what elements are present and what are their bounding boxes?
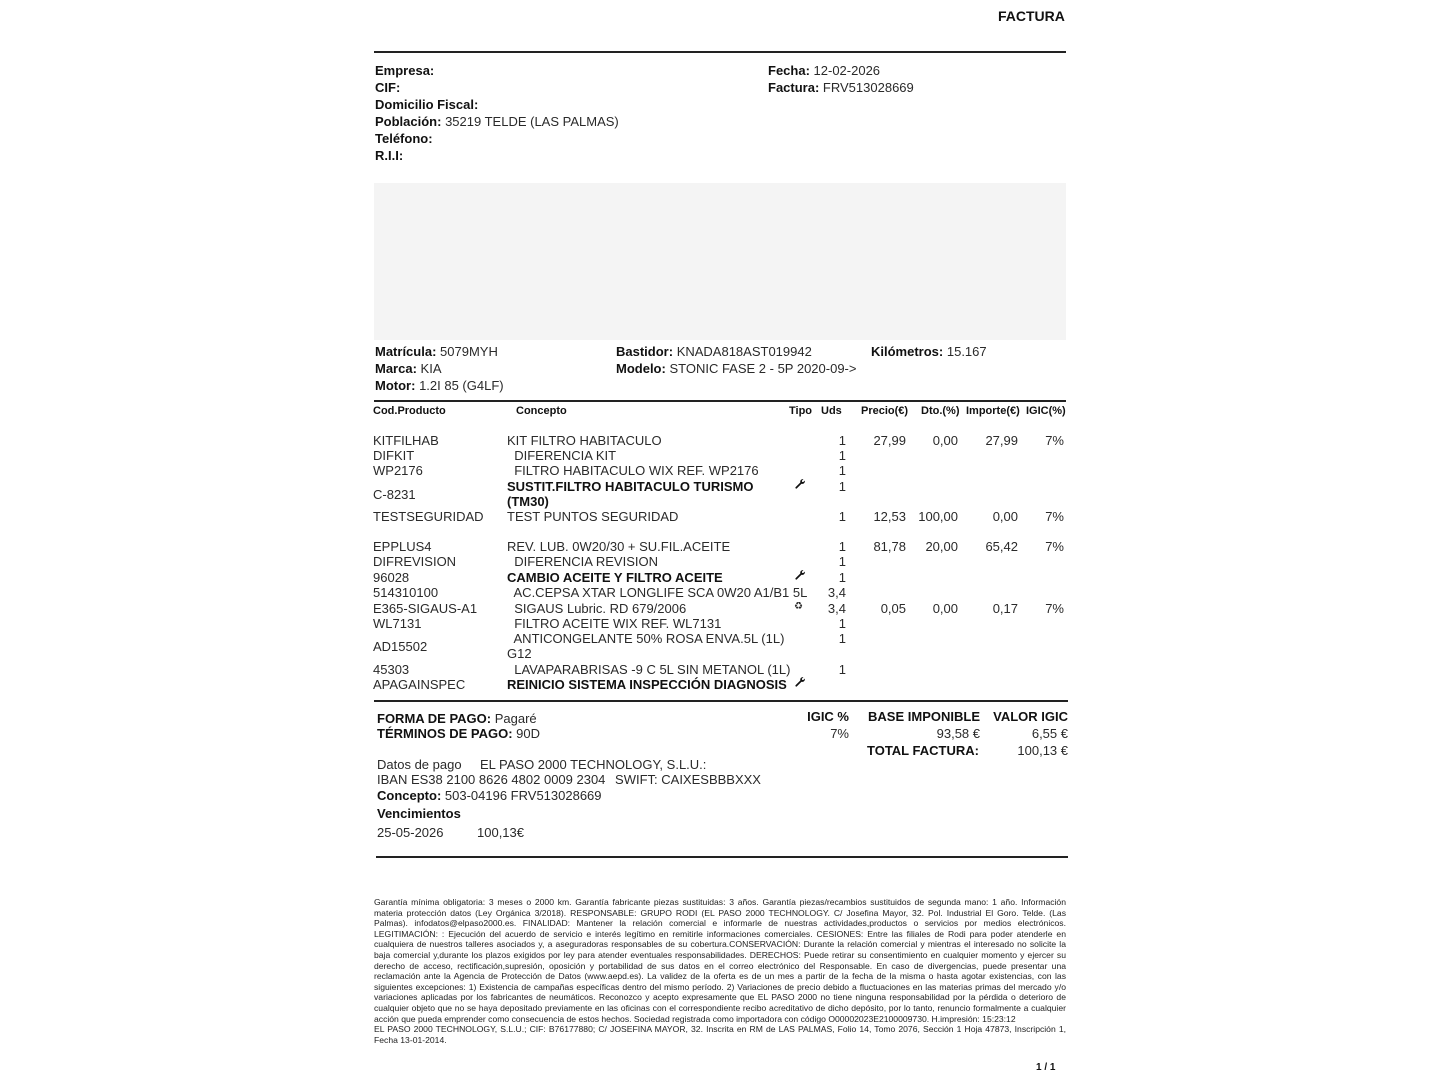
cell-uds: 1 [838,479,846,494]
page-number: 1 / 1 [1036,1062,1056,1073]
vencimiento-amount: 100,13€ [477,825,524,840]
cell-concepto: TEST PUNTOS SEGURIDAD [507,509,679,524]
modelo-label: Modelo: [616,361,666,376]
terminos-pago-label: TÉRMINOS DE PAGO: [377,726,513,741]
datos-pago-label: Datos de pago [377,757,462,772]
cell-cod: 96028 [373,570,410,585]
header-igic: IGIC(%) [1026,405,1066,417]
cell-importe: 0,17 [992,601,1018,616]
cell-uds: 1 [838,554,846,569]
forma-pago-value: Pagaré [494,711,537,726]
cell-uds: 3,4 [827,585,846,600]
matricula-label: Matrícula: [375,344,437,359]
redacted-area [374,183,1066,340]
datos-pago-value: EL PASO 2000 TECHNOLOGY, S.L.U.: [480,757,707,772]
header-divider [374,51,1066,53]
cell-uds: 1 [838,448,846,463]
cell-concepto: REV. LUB. 0W20/30 + SU.FIL.ACEITE [507,539,731,554]
cell-concepto: FILTRO ACEITE WIX REF. WL7131 [507,616,722,631]
wrench-icon [794,478,806,493]
table-row [0,433,1440,448]
cell-cod: DIFKIT [373,448,415,463]
cell-uds: 1 [838,662,846,677]
cell-precio: 12,53 [873,509,906,524]
header-importe: Importe(€) [966,405,1020,417]
cell-dto: 0,00 [932,433,958,448]
cell-cod: 45303 [373,662,410,677]
poblacion-label: Población: [375,114,442,129]
table-bottom-divider [374,700,1068,702]
vencimiento-date: 25-05-2026 [377,825,444,840]
valor-igic-value: 6,55 € [1031,726,1068,741]
concepto-pago-row [377,788,602,804]
poblacion-value: 35219 TELDE (LAS PALMAS) [445,114,619,129]
header-concepto: Concepto [516,405,567,417]
table-row [0,479,1440,509]
km-value: 15.167 [946,344,987,359]
cell-concepto: SIGAUS Lubric. RD 679/2006 [507,601,687,616]
table-top-divider [374,400,1066,402]
cell-cod: EPPLUS4 [373,539,432,554]
cell-cod: KITFILHAB [373,433,439,448]
cell-concepto-continued: (TM30) [507,494,549,509]
cell-cod: AD15502 [373,639,428,654]
fecha-label: Fecha: [768,63,810,78]
bastidor-value: KNADA818AST019942 [676,344,812,359]
table-row [0,570,1440,585]
cell-cod: WL7131 [373,616,422,631]
cell-uds: 1 [838,463,846,478]
cell-importe: 0,00 [992,509,1018,524]
cell-uds: 1 [838,631,846,646]
valor-igic-header: VALOR IGIC [993,709,1068,724]
cell-dto: 100,00 [918,509,958,524]
cell-concepto: KIT FILTRO HABITACULO [507,433,662,448]
cell-igic: 7% [1045,509,1064,524]
bastidor-row [616,344,812,360]
table-row [0,616,1440,631]
vencimientos-label: Vencimientos [377,806,461,821]
table-row [0,463,1440,478]
factura-row [768,80,914,96]
cell-concepto: ANTICONGELANTE 50% ROSA ENVA.5L (1L) [507,631,785,646]
total-label: TOTAL FACTURA: [867,743,979,758]
motor-value: 1.2I 85 (G4LF) [419,378,504,393]
km-label: Kilómetros: [871,344,944,359]
table-row [0,601,1440,616]
cell-uds: 1 [838,509,846,524]
legal-text [374,897,1066,1045]
forma-pago-label: FORMA DE PAGO: [377,711,492,726]
header-precio: Precio(€) [861,405,909,417]
rii-label: R.I.I: [375,148,404,163]
cell-concepto: DIFERENCIA REVISION [507,554,658,569]
cell-concepto: REINICIO SISTEMA INSPECCIÓN DIAGNOSIS [507,677,787,692]
marca-label: Marca: [375,361,417,376]
swift: SWIFT: CAIXESBBBXXX [615,772,761,787]
table-row [0,662,1440,677]
cell-cod: C-8231 [373,487,416,502]
concepto-pago-value: 503-04196 FRV513028669 [444,788,602,803]
concepto-pago-label: Concepto: [377,788,442,803]
domicilio-label: Domicilio Fiscal: [375,97,479,112]
table-row [0,585,1440,600]
table-row [0,509,1440,524]
terminos-pago-row [377,726,540,742]
iban-swift-row [377,772,761,788]
table-row [0,631,1440,661]
cell-uds: 1 [838,539,846,554]
total-value: 100,13 € [1017,743,1068,758]
cell-concepto: SUSTIT.FILTRO HABITACULO TURISMO [507,479,754,494]
factura-value: FRV513028669 [822,80,914,95]
telefono-label: Teléfono: [375,131,433,146]
table-row [0,539,1440,554]
cell-igic: 7% [1045,433,1064,448]
cell-uds: 1 [838,616,846,631]
cell-concepto-continued: G12 [507,646,532,661]
forma-pago-row [377,711,537,727]
header-uds: Uds [821,405,842,417]
wrench-icon [794,676,806,691]
empresa-label: Empresa: [375,63,435,78]
cell-cod: APAGAINSPEC [373,677,466,692]
legal-paragraph: Garantía mínima obligatoria: 3 meses o 2000 km. Garantía fabricante piezas sustituidas: 3 años. Garantía piezas/recambios sustituidos de segunda mano: 1 año. Información materia protección datos (Ley Orgánica 3/2018). RESPONSABLE: GRUPO RODI (EL PASO 2000 TECHNOLOGY. C/ Josefina Mayor, 32. Pol. Industrial El Goro. Telde. (Las Palmas). infodatos@elpaso2000.es. FINALIDAD: Mantener la relación comercial e informarle de nuestras actividades,productos o servicios por medios electrónicos. LEGITIMACIÓN: : Ejecución del acuerdo de servicio e interés legítimo en remitirle informaciones comerciales. CESIONES: Entre las filiales de Rodi para poder atenderle en cualquiera de nuestros talleres asociados y, a aseguradoras responsables de su cobertura.CONSERVACIÓN: Durante la relación comercial y mientras el interesado no solicite la baja comercial y,durante los plazos exigidos por ley para atender eventuales responsabilidades. DERECHOS: Puede retirar su consentimiento en cualquier momento y ejercer su derecho de acceso, rectificación,supresión, oposición y portabilidad de sus datos en el correo electrónico del Responsable. En caso de divergencias, puede presentar una reclamación ante la Agencia de Protección de Datos (www.aepd.es). La validez de la oferta es de un mes a partir de la fecha de la misma o hasta agotar existencias, con las siguientes excepciones: 1) Existencia de campañas específicas dentro del mismo período. 2) Variaciones de precio debido a fluctuaciones en las materias primas del mercado y/o variaciones aplicadas por los fabricantes de neumáticos. Reconozco y acepto expresamente que EL PASO 2000 no tiene ninguna responsabilidad por la pérdida o deterioro de cualquier objeto que no se haya depositado previamente en las oficinas con el correspondiente recibo acreditativo de dicho depósito, por lo tanto, renuncio formalmente a cualquier acción que pueda emprender como consecuencia de estos hechos. Sociedad registrada como importadora con código O00002023E2100009730. H.impresión: 15:23:12 [374,897,1066,1024]
fecha-row [768,63,880,79]
document-title: FACTURA [998,8,1065,24]
cell-igic: 7% [1045,539,1064,554]
table-row [0,554,1440,569]
matricula-value: 5079MYH [440,344,498,359]
modelo-row [616,361,856,377]
cif-label: CIF: [375,80,401,95]
cell-uds: 1 [838,570,846,585]
cell-dto: 0,00 [932,601,958,616]
cell-cod: TESTSEGURIDAD [373,509,484,524]
cell-concepto: LAVAPARABRISAS -9 C 5L SIN METANOL (1L) [507,662,791,677]
payment-bottom-divider [376,856,1068,858]
motor-row [375,378,504,394]
km-row [871,344,987,360]
cell-cod: 514310100 [373,585,439,600]
cell-igic: 7% [1045,601,1064,616]
cell-concepto: DIFERENCIA KIT [507,448,617,463]
table-row [0,448,1440,463]
bastidor-label: Bastidor: [616,344,674,359]
marca-row [375,361,442,377]
cell-concepto: AC.CEPSA XTAR LONGLIFE SCA 0W20 A1/B1 5L [507,585,808,600]
iban: IBAN ES38 2100 8626 4802 0009 2304 [377,772,606,787]
header-dto: Dto.(%) [921,405,960,417]
cell-uds: 1 [838,433,846,448]
cell-importe: 65,42 [985,539,1018,554]
cell-precio: 81,78 [873,539,906,554]
motor-label: Motor: [375,378,416,393]
cell-cod: E365-SIGAUS-A1 [373,601,478,616]
cell-cod: DIFREVISION [373,554,457,569]
cell-cod: WP2176 [373,463,423,478]
table-row [0,677,1440,692]
cell-precio: 27,99 [873,433,906,448]
cell-concepto: FILTRO HABITACULO WIX REF. WP2176 [507,463,759,478]
cell-dto: 20,00 [925,539,958,554]
cell-importe: 27,99 [985,433,1018,448]
terminos-pago-value: 90D [516,726,541,741]
header-tipo: Tipo [789,405,813,417]
factura-label: Factura: [768,80,820,95]
base-header: BASE IMPONIBLE [868,709,980,724]
modelo-value: STONIC FASE 2 - 5P 2020-09-> [669,361,857,376]
igic-rate: 7% [830,726,849,741]
fecha-value: 12-02-2026 [813,63,881,78]
header-cod: Cod.Producto [373,405,446,417]
registry-paragraph: EL PASO 2000 TECHNOLOGY, S.L.U.; CIF: B76177880; C/ JOSEFINA MAYOR, 32. Inscrita en RM de LAS PALMAS, Folio 14, Tomo 2076, Sección 1 Hoja 47873, Inscripción 1, Fecha 13-01-2014. [374,1024,1066,1045]
base-value: 93,58 € [936,726,980,741]
cell-precio: 0,05 [880,601,906,616]
matricula-row [375,344,498,360]
marca-value: KIA [420,361,442,376]
cell-uds: 3,4 [827,601,846,616]
igic-header: IGIC % [807,709,849,724]
cell-concepto: CAMBIO ACEITE Y FILTRO ACEITE [507,570,723,585]
wrench-icon [794,569,806,584]
recycle-icon: ♻ [794,601,803,612]
poblacion-row [375,114,619,130]
